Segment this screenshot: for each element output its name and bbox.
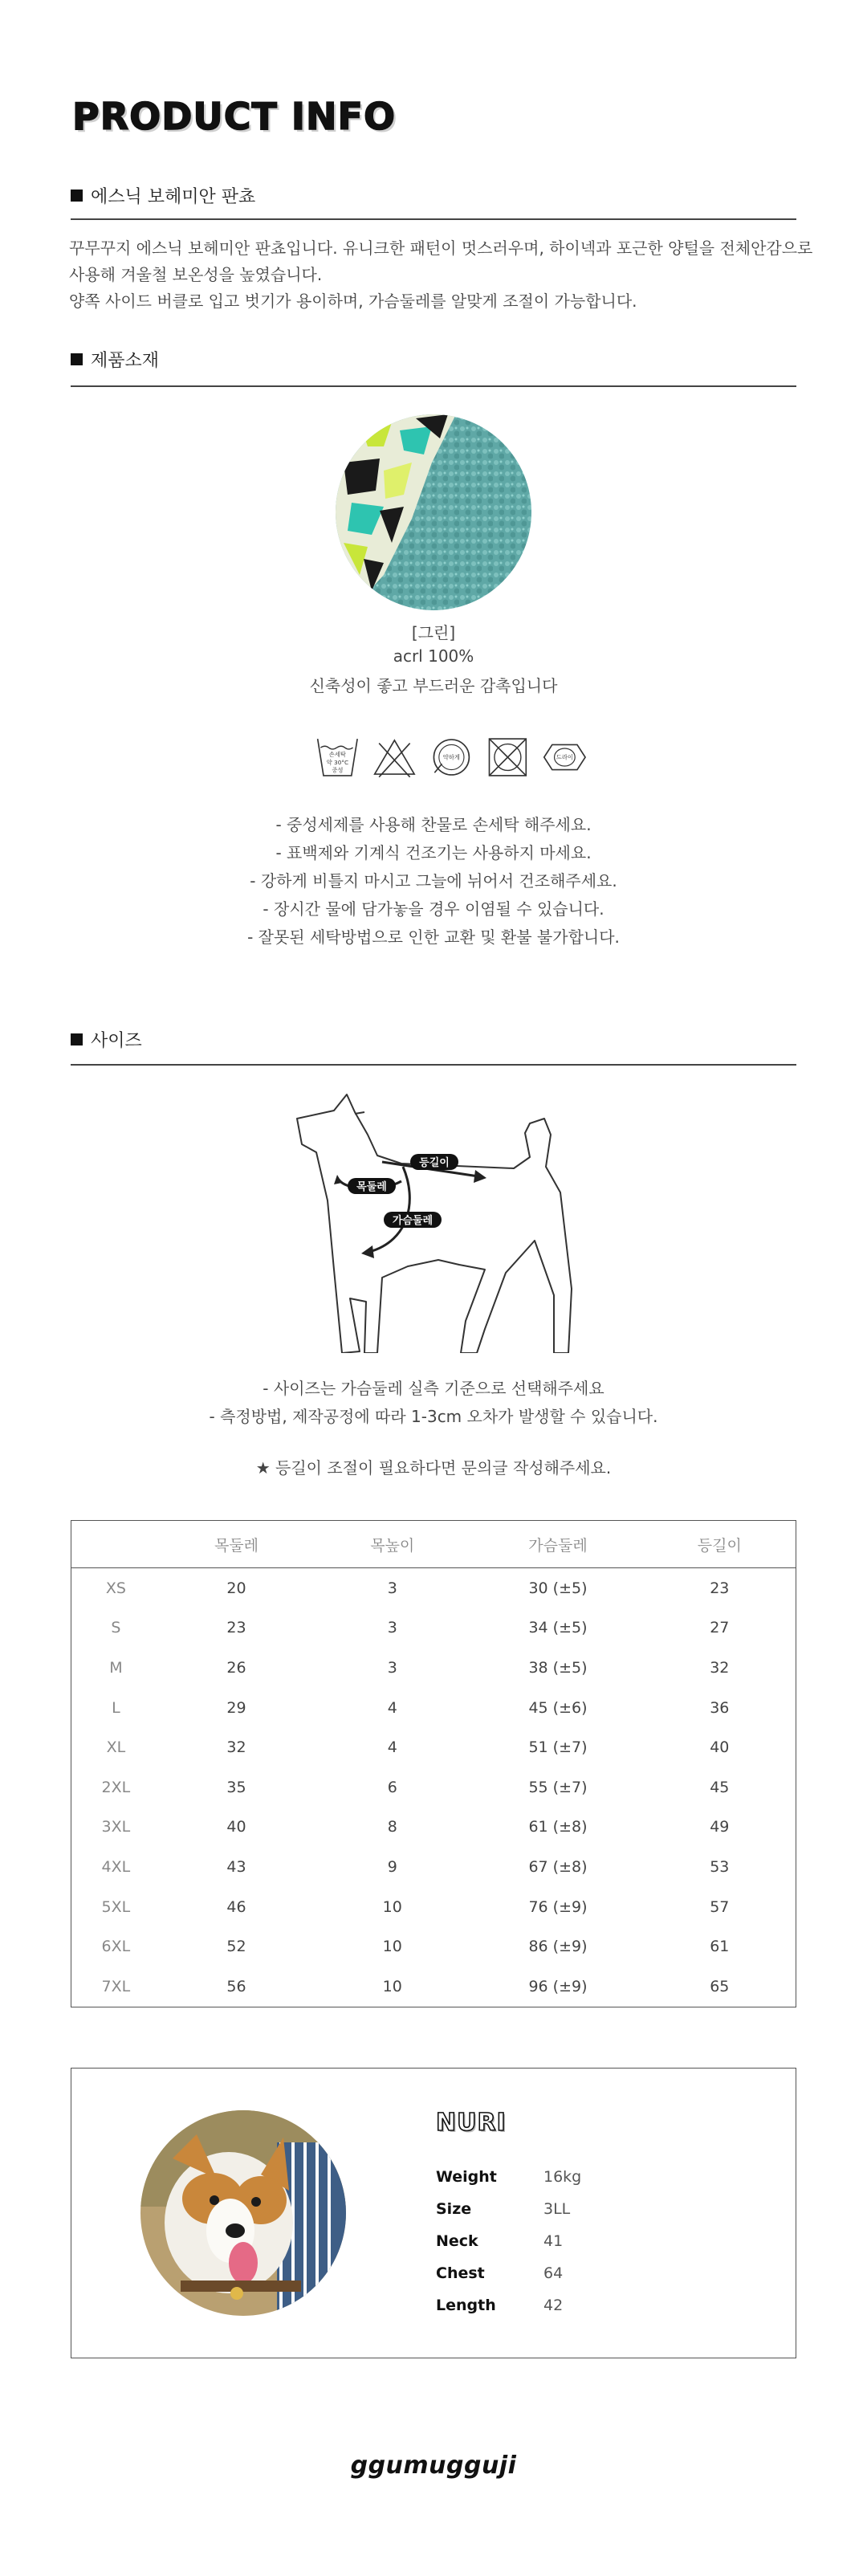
size-label-cell: M bbox=[109, 1658, 123, 1677]
column-header bbox=[71, 1521, 161, 1568]
table-cell: 52 bbox=[226, 1938, 246, 1956]
size-label-cell: 4XL bbox=[101, 1857, 131, 1876]
table-cell: 40 bbox=[710, 1738, 730, 1757]
no-machine-dry-icon bbox=[485, 732, 531, 782]
temperature-label: 약 30°C bbox=[326, 759, 349, 767]
size-label-cell: L bbox=[112, 1698, 120, 1717]
column-header: 목둘레 bbox=[161, 1521, 312, 1568]
table-cell: 30 (±5) bbox=[528, 1579, 588, 1597]
dry-clean-label: 드라이 bbox=[556, 753, 574, 761]
length-adjust-note: ★ 등길이 조절이 필요하다면 문의글 작성해주세요. bbox=[255, 1458, 612, 1478]
table-row bbox=[71, 1808, 796, 1848]
table-cell: 38 (±5) bbox=[528, 1658, 588, 1677]
size-table-body bbox=[71, 1568, 796, 2007]
table-cell: 46 bbox=[226, 1897, 246, 1916]
table-row bbox=[71, 1926, 796, 1967]
brand-logo: ggumugguji bbox=[350, 2452, 517, 2480]
spec-row-length bbox=[436, 2289, 581, 2321]
model-dog-photo bbox=[140, 2110, 346, 2316]
column-header: 가슴둘레 bbox=[472, 1521, 643, 1568]
square-bullet-icon bbox=[71, 353, 83, 365]
care-note: - 강하게 비틀지 마시고 그늘에 뉘어서 건조해주세요. bbox=[250, 871, 617, 891]
table-cell: 8 bbox=[387, 1818, 397, 1836]
table-cell: 27 bbox=[710, 1619, 730, 1637]
care-note: - 잘못된 세탁방법으로 인한 교환 및 환불 불가합니다. bbox=[247, 927, 620, 947]
section-heading-label: 사이즈 bbox=[91, 1031, 142, 1051]
square-bullet-icon bbox=[71, 190, 83, 202]
table-row bbox=[71, 1727, 796, 1767]
spec-value: 42 bbox=[543, 2297, 564, 2314]
size-notes bbox=[0, 1375, 867, 1431]
table-cell: 65 bbox=[710, 1977, 730, 1995]
neck-label: 목둘레 bbox=[356, 1181, 387, 1193]
model-name: NURI bbox=[436, 2109, 507, 2137]
product-description bbox=[69, 235, 813, 315]
spec-label: Length bbox=[436, 2297, 496, 2314]
table-cell: 61 bbox=[710, 1938, 730, 1956]
size-label-cell: S bbox=[111, 1619, 121, 1637]
description-line: 꾸무꾸지 에스닉 보헤미안 판쵸입니다. 유니크한 패턴이 멋스러우며, 하이넥과 포근한 양털을 전체안감으로 bbox=[69, 238, 813, 258]
column-header: 등길이 bbox=[644, 1521, 796, 1568]
measurement-diagram bbox=[289, 1088, 578, 1353]
table-cell: 23 bbox=[226, 1619, 246, 1637]
table-row bbox=[71, 1688, 796, 1728]
size-note: - 측정방법, 제작공정에 따라 1-3cm 오차가 발생할 수 있습니다. bbox=[209, 1407, 658, 1426]
table-cell: 4 bbox=[387, 1698, 397, 1717]
neutral-label: 중성 bbox=[332, 766, 344, 774]
size-label-cell: XS bbox=[105, 1579, 126, 1597]
table-cell: 86 (±9) bbox=[528, 1938, 588, 1956]
hand-wash-label: 손세탁 bbox=[328, 751, 346, 759]
section-heading-label: 에스닉 보헤미안 판쵸 bbox=[91, 187, 256, 207]
table-cell: 9 bbox=[387, 1857, 397, 1876]
table-cell: 3 bbox=[387, 1658, 397, 1677]
table-cell: 20 bbox=[226, 1579, 246, 1597]
size-label-cell: 5XL bbox=[101, 1897, 131, 1916]
table-cell: 10 bbox=[382, 1897, 402, 1916]
table-cell: 55 (±7) bbox=[528, 1778, 588, 1796]
table-cell: 40 bbox=[226, 1818, 246, 1836]
table-row bbox=[71, 1767, 796, 1808]
care-note: - 장시간 물에 담가놓을 경우 이염될 수 있습니다. bbox=[263, 899, 604, 919]
section-heading-product bbox=[71, 183, 255, 208]
divider bbox=[71, 385, 796, 387]
spec-row-chest bbox=[436, 2257, 581, 2289]
spec-label: Weight bbox=[436, 2168, 497, 2186]
table-cell: 53 bbox=[710, 1857, 730, 1876]
table-cell: 35 bbox=[226, 1778, 246, 1796]
no-tumble-dry-icon bbox=[429, 732, 474, 782]
table-row bbox=[71, 1568, 796, 1608]
section-heading-label: 제품소재 bbox=[91, 351, 160, 371]
no-dry-clean-icon bbox=[542, 732, 588, 782]
spec-label: Neck bbox=[436, 2232, 478, 2250]
size-table bbox=[71, 1520, 796, 2007]
care-note: - 표백제와 기계식 건조기는 사용하지 마세요. bbox=[275, 843, 592, 862]
hand-wash-icon bbox=[315, 732, 360, 782]
spec-label: Chest bbox=[436, 2264, 485, 2282]
table-cell: 36 bbox=[710, 1698, 730, 1717]
care-notes bbox=[0, 811, 867, 952]
table-cell: 3 bbox=[387, 1579, 397, 1597]
chest-label: 가슴둘레 bbox=[392, 1215, 434, 1227]
no-bleach-icon bbox=[372, 732, 417, 782]
spec-row-size bbox=[436, 2193, 581, 2225]
table-row bbox=[71, 1847, 796, 1887]
fabric-color: [그린] bbox=[411, 623, 456, 642]
table-cell: 34 (±5) bbox=[528, 1619, 588, 1637]
description-line: 양쪽 사이드 버클로 입고 벗기가 용이하며, 가슴둘레를 알맞게 조절이 가능합니다. bbox=[69, 291, 637, 311]
table-cell: 45 (±6) bbox=[528, 1698, 588, 1717]
table-cell: 45 bbox=[710, 1778, 730, 1796]
table-cell: 29 bbox=[226, 1698, 246, 1717]
table-cell: 3 bbox=[387, 1619, 397, 1637]
fabric-feature: 신축성이 좋고 부드러운 감촉입니다 bbox=[309, 676, 558, 695]
size-note: - 사이즈는 가슴둘레 실측 기준으로 선택해주세요 bbox=[263, 1379, 604, 1398]
table-row bbox=[71, 1887, 796, 1927]
table-cell: 10 bbox=[382, 1938, 402, 1956]
table-row bbox=[71, 1967, 796, 2007]
table-cell: 67 (±8) bbox=[528, 1857, 588, 1876]
divider bbox=[71, 218, 796, 220]
table-cell: 43 bbox=[226, 1857, 246, 1876]
table-cell: 32 bbox=[710, 1658, 730, 1677]
table-cell: 10 bbox=[382, 1977, 402, 1995]
spin-label: 약하게 bbox=[442, 753, 460, 761]
table-row bbox=[71, 1648, 796, 1688]
spec-row-neck bbox=[436, 2225, 581, 2257]
spec-value: 41 bbox=[543, 2232, 564, 2250]
table-cell: 57 bbox=[710, 1897, 730, 1916]
table-cell: 32 bbox=[226, 1738, 246, 1757]
care-note: - 중성세제를 사용해 찬물로 손세탁 해주세요. bbox=[275, 815, 592, 834]
page-title: PRODUCT INFO bbox=[72, 95, 397, 138]
spec-value: 3LL bbox=[543, 2200, 571, 2218]
table-row bbox=[71, 1608, 796, 1649]
table-cell: 56 bbox=[226, 1977, 246, 1995]
table-cell: 26 bbox=[226, 1658, 246, 1677]
model-info-box bbox=[71, 2068, 796, 2358]
section-heading-material bbox=[71, 347, 159, 372]
table-cell: 76 (±9) bbox=[528, 1897, 588, 1916]
table-cell: 96 (±9) bbox=[528, 1977, 588, 1995]
length-label: 등길이 bbox=[419, 1157, 450, 1169]
size-label-cell: XL bbox=[106, 1738, 126, 1757]
column-header: 목높이 bbox=[312, 1521, 472, 1568]
care-icons bbox=[315, 732, 588, 789]
size-label-cell: 7XL bbox=[101, 1977, 131, 1995]
table-header-row bbox=[71, 1521, 796, 1568]
description-line: 사용해 겨울철 보온성을 높였습니다. bbox=[69, 265, 323, 284]
table-cell: 51 (±7) bbox=[528, 1738, 588, 1757]
fabric-composition: acrl 100% bbox=[393, 646, 474, 666]
size-label-cell: 3XL bbox=[101, 1818, 131, 1836]
table-cell: 4 bbox=[387, 1738, 397, 1757]
table-cell: 6 bbox=[387, 1778, 397, 1796]
spec-label: Size bbox=[436, 2200, 472, 2218]
spec-value: 64 bbox=[543, 2264, 564, 2282]
model-specs bbox=[436, 2161, 581, 2321]
table-cell: 49 bbox=[710, 1818, 730, 1836]
fabric-swatch-image bbox=[336, 414, 531, 610]
divider bbox=[71, 1064, 796, 1066]
table-cell: 23 bbox=[710, 1579, 730, 1597]
size-label-cell: 2XL bbox=[101, 1778, 131, 1796]
spec-value: 16kg bbox=[543, 2168, 582, 2186]
square-bullet-icon bbox=[71, 1033, 83, 1045]
spec-row-weight bbox=[436, 2161, 581, 2193]
section-heading-size bbox=[71, 1027, 142, 1052]
table-cell: 61 (±8) bbox=[528, 1818, 588, 1836]
size-label-cell: 6XL bbox=[101, 1938, 131, 1956]
